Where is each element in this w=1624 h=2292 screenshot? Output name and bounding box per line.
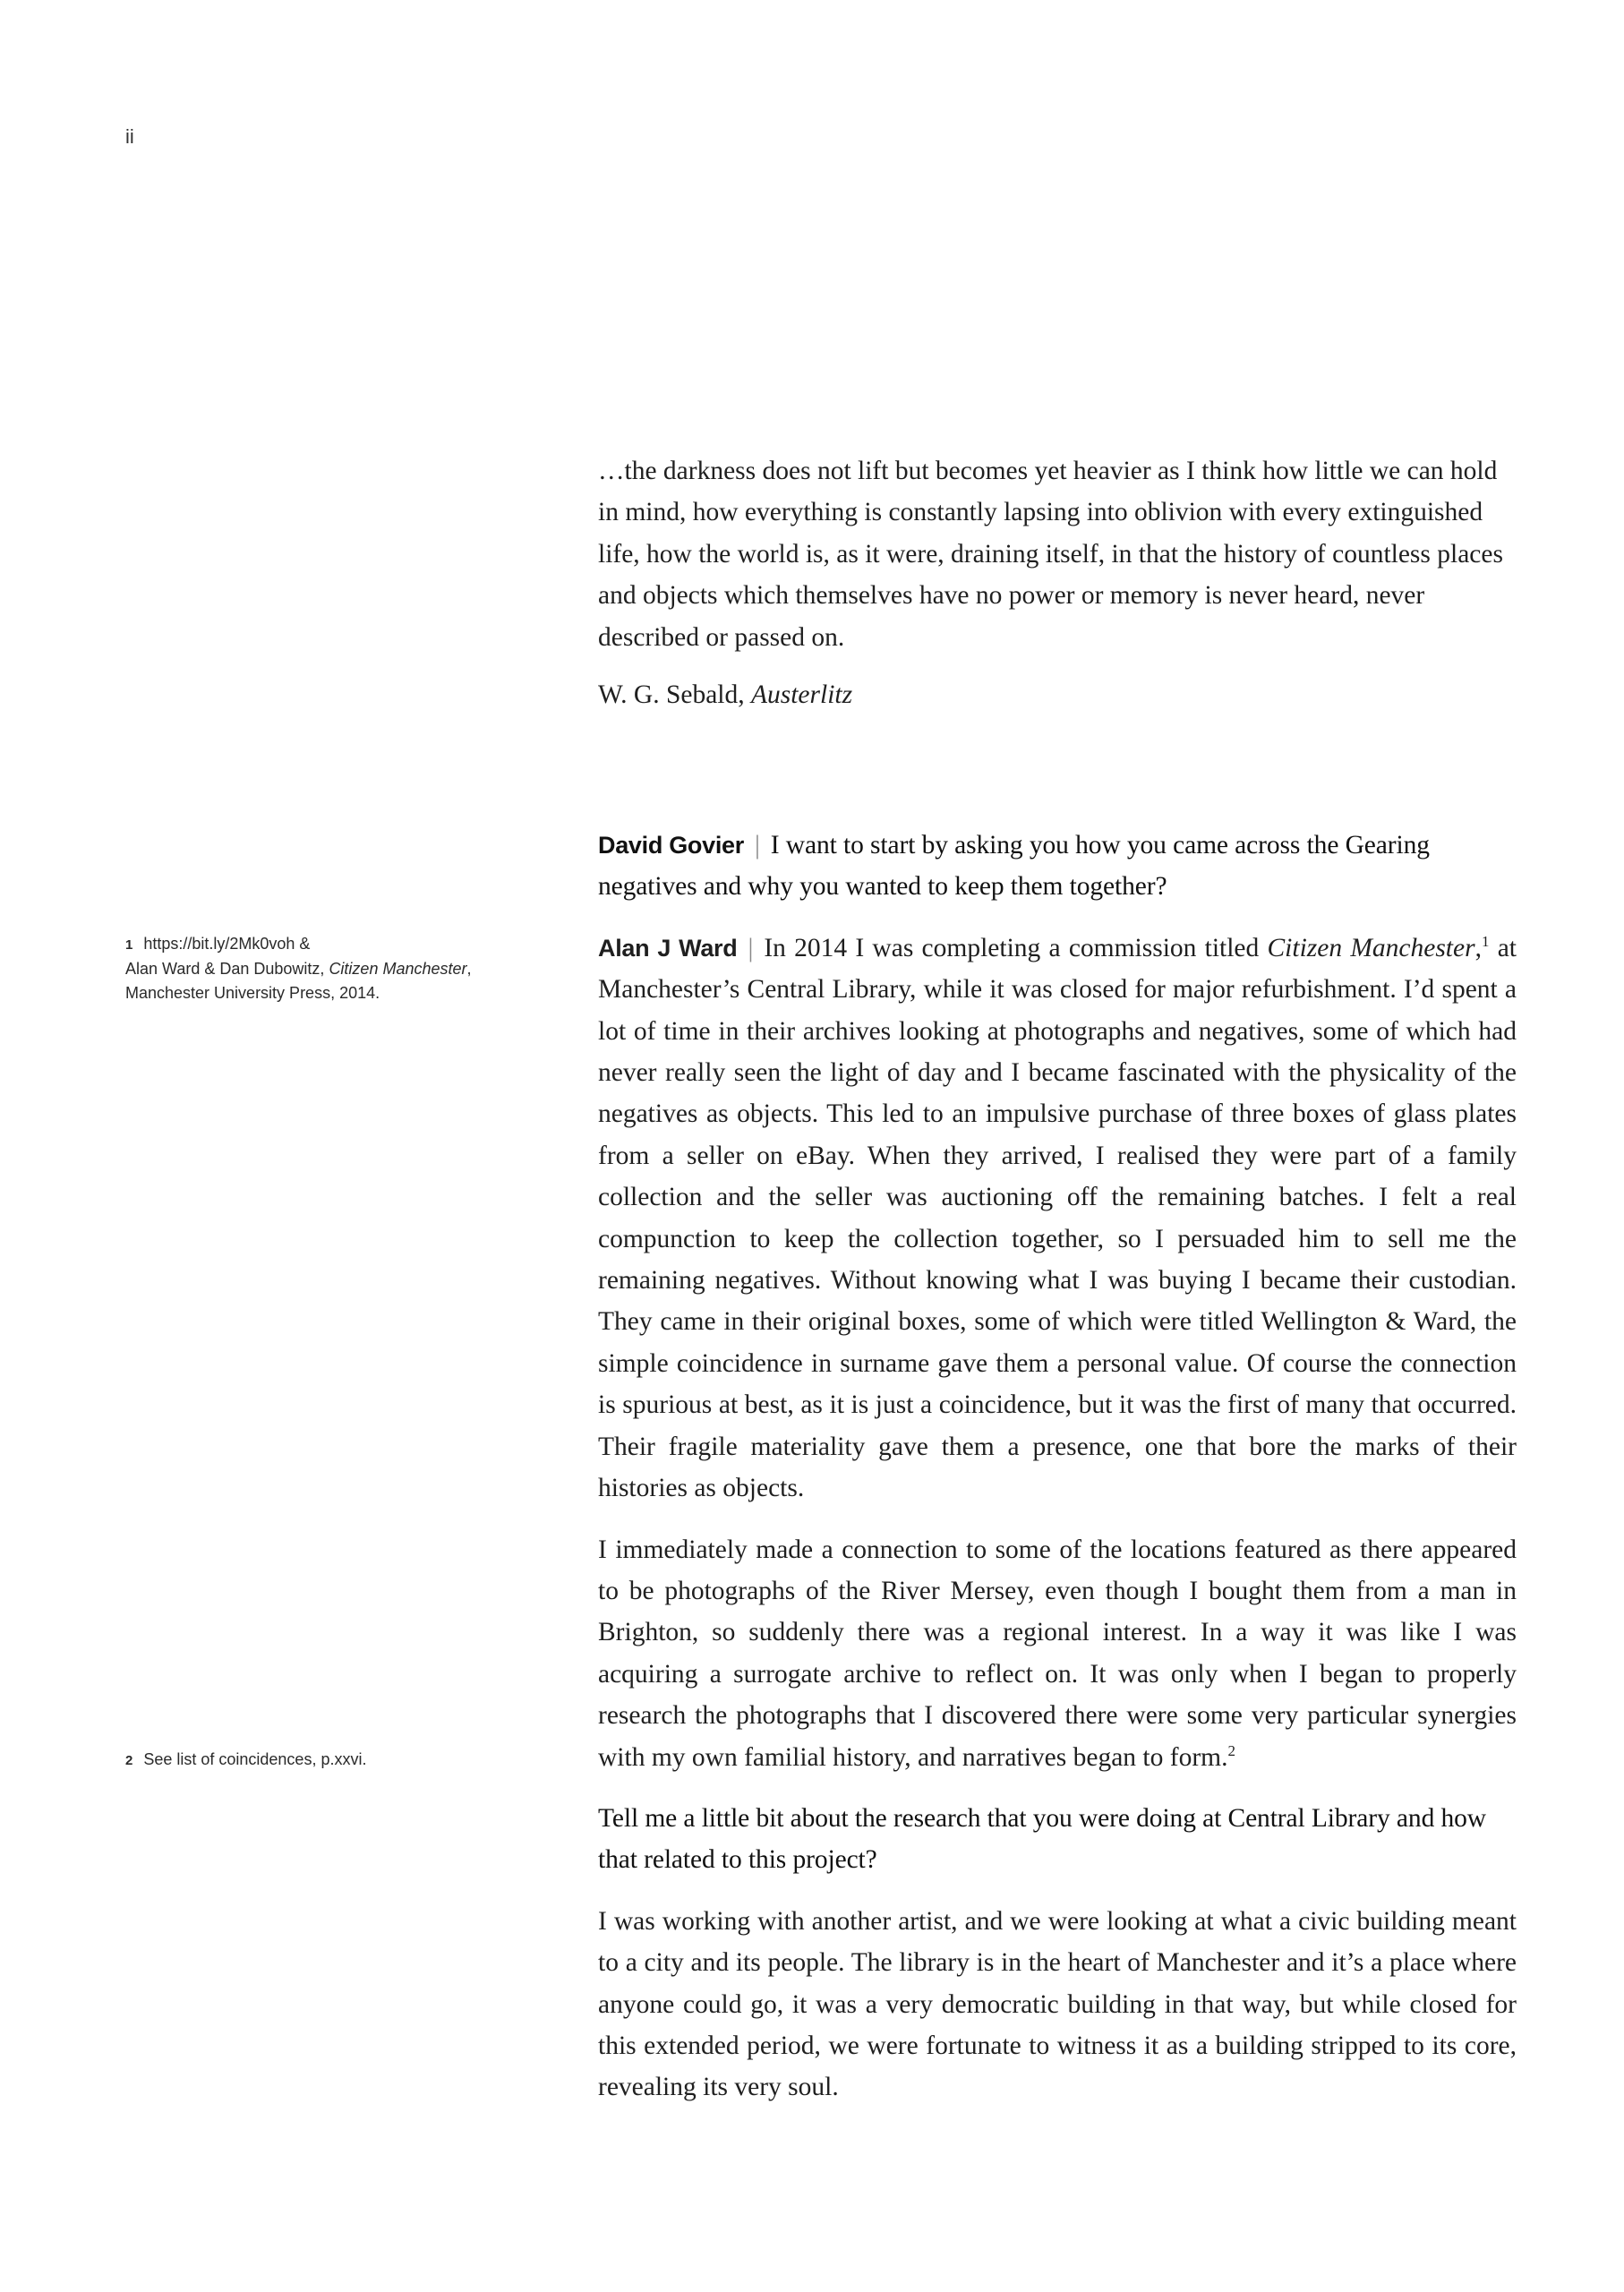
footnote-mark: 2 bbox=[125, 1753, 133, 1768]
footnote-line: Manchester University Press, 2014. bbox=[125, 984, 380, 1002]
epigraph-work-title: Austerlitz bbox=[750, 680, 853, 710]
answer-text-start: In 2014 I was completing a commission titled bbox=[764, 933, 1268, 962]
footnote-1 bbox=[125, 932, 519, 1005]
footnote-authors: Alan Ward & Dan Dubowitz, bbox=[125, 960, 329, 978]
footnote-url: https://bit.ly/2Mk0voh & bbox=[143, 935, 311, 953]
speaker-name: David Govier bbox=[598, 832, 744, 859]
answer-1-continued bbox=[598, 1529, 1517, 1778]
footnote-text: See list of coincidences, p.xxvi. bbox=[143, 1750, 367, 1768]
epigraph-quote: …the darkness does not lift but becomes yet heavier as I think how little we can hold in mind, how everything is constantly lapsing into oblivion with every extinguished life, how the world is, as it were, draining itself, in that the history of countless places and objects which themselves have no power or memory is never heard, never described or passed on. bbox=[598, 457, 1503, 652]
answer-comma: , bbox=[1474, 933, 1482, 962]
answer-text-rest: at Manchester’s Central Library, while it was closed for major refurbishment. I’d spent a lot of time in their archives looking at photographs and negatives, some of which had never really seen the light of day and I became fascinated with the physicality of the negatives as objects. This led to an impulsive purchase of three boxes of glass plates from a seller on eBay. When they arrived, I realised they were part of a family collection and the seller was auctioning off the remaining batches. I felt a real compunction to keep the collection together, so I persuaded him to sell me the remaining negatives. Without knowing what I was buying I became their custodian. They came in their original boxes, some of which were titled Wellington & Ward, the simple coincidence in surname gave them a personal value. Of course the connection is spurious at best, as it is just a coincidence, but it was the first of many that occurred. Their fragile materiality gave them a presence, one that bore the marks of their histories as objects. bbox=[598, 933, 1517, 1503]
footnote-book-title: Citizen Manchester bbox=[329, 960, 467, 978]
footnote-reference: 1 bbox=[1481, 932, 1490, 950]
page-number: ii bbox=[125, 125, 134, 148]
footnote-line bbox=[125, 957, 519, 981]
speaker-name: Alan J Ward bbox=[598, 934, 738, 962]
footnote-line bbox=[125, 932, 519, 957]
speaker-separator: | bbox=[754, 831, 760, 860]
answer-1 bbox=[598, 928, 1517, 1509]
interview bbox=[598, 825, 1517, 2128]
footnote-comma: , bbox=[466, 960, 472, 978]
question-2: Tell me a little bit about the research that you were doing at Central Library and how that related to this project? bbox=[598, 1803, 1486, 1875]
epigraph-author: W. G. Sebald, bbox=[598, 680, 745, 710]
answer-2: I was working with another artist, and we were looking at what a civic building meant to a city and its people. The library is in the heart of Manchester and it’s a place where anyone could go, it was a very democratic building in that way, but while closed for this extended period, we were fortunate to witness it as a building stripped to its core, revealing its very soul. bbox=[598, 1906, 1517, 2102]
epigraph-attribution bbox=[598, 674, 1517, 715]
footnote-2 bbox=[125, 1748, 519, 1773]
question-1 bbox=[598, 825, 1517, 908]
work-title: Citizen Manchester bbox=[1267, 933, 1475, 962]
answer-text: I immediately made a connection to some of the locations featured as there appeared to be photographs of the River Mersey, even though I bought them from a man in Brighton, so suddenly there was a regional interest. In a way it was like I was acquiring a surrogate archive to reflect on. It was only when I began to properly research the photographs that I discovered there were some very particular synergies with my own familial history, and narratives began to form. bbox=[598, 1535, 1517, 1772]
footnote-mark: 1 bbox=[125, 937, 133, 953]
question-text: I want to start by asking you how you came across the Gearing negatives and why you wanted to keep them together? bbox=[598, 831, 1430, 902]
speaker-separator: | bbox=[748, 933, 754, 962]
epigraph bbox=[598, 450, 1517, 715]
footnote-reference: 2 bbox=[1227, 1741, 1235, 1759]
